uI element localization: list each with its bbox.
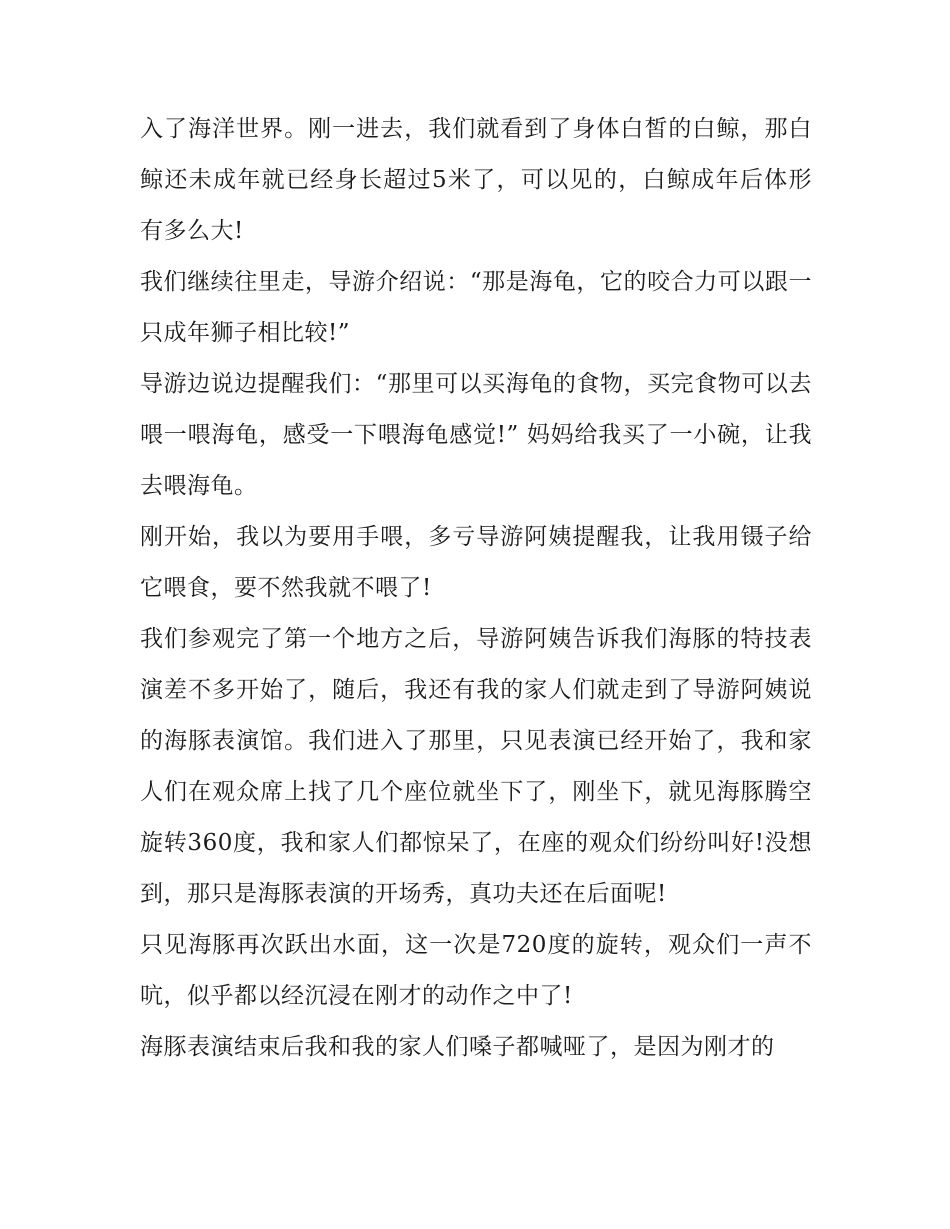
paragraph-3: 导游边说边提醒我们：“那里可以买海龟的食物，买完食物可以去喂一喂海龟，感受一下喂海龟感觉!” 妈妈给我买了一小碗，让我去喂海龟。 xyxy=(140,371,812,499)
document-body xyxy=(140,104,812,1073)
paragraph-5: 我们参观完了第一个地方之后，导游阿姨告诉我们海豚的特技表演差不多开始了，随后，我还有我的家人们就走到了导游阿姨说的海豚表演馆。我们进入了那里，只见表演已经开始了，我和家人们在观众席上找了几个座位就坐下了，刚坐下，就见海豚腾空旋转360度，我和家人们都惊呆了，在座的观众们纷纷叫好!没想到，那只是海豚表演的开场秀，真功夫还在后面呢! xyxy=(140,626,812,907)
paragraph-7: 海豚表演结束后我和我的家人们嗓子都喊哑了，是因为刚才的 xyxy=(140,1034,775,1060)
paragraph-4: 刚开始，我以为要用手喂，多亏导游阿姨提醒我，让我用镊子给它喂食，要不然我就不喂了! xyxy=(140,524,812,601)
paragraph-2: 我们继续往里走，导游介绍说：“那是海龟，它的咬合力可以跟一只成年狮子相比较!” xyxy=(140,269,812,346)
paragraph-1: 入了海洋世界。刚一进去，我们就看到了身体白皙的白鲸，那白鲸还未成年就已经身长超过5米了，可以见的，白鲸成年后体形有多么大! xyxy=(140,116,812,244)
paragraph-6: 只见海豚再次跃出水面，这一次是720度的旋转，观众们一声不吭，似乎都以经沉浸在刚才的动作之中了! xyxy=(140,932,812,1009)
